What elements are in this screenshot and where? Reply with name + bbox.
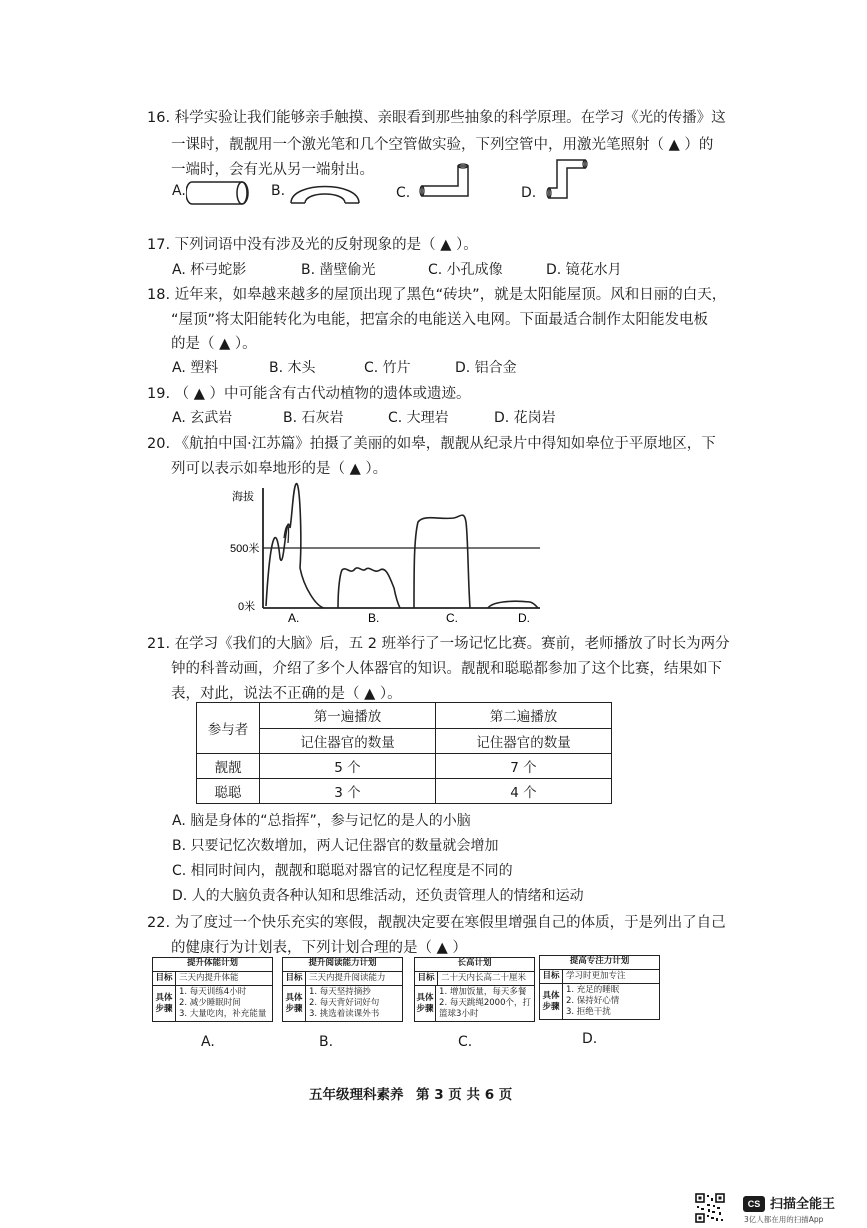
table-header-second: 第二遍播放	[436, 703, 612, 729]
chart-ylabel: 海拔	[232, 491, 254, 503]
table-cell-second: 4 个	[436, 779, 612, 804]
q18-line3: 的是（ ▲ ）。	[171, 336, 257, 352]
footer-grade: 五年级理科素养	[309, 1087, 404, 1103]
arched-tube-figure	[287, 175, 363, 207]
plan-label-b: B.	[319, 1034, 334, 1050]
q18-option-d: D. 铝合金	[455, 360, 517, 376]
z-bend-tube-figure	[545, 156, 601, 202]
q19-option-d: D. 花岗岩	[494, 410, 556, 426]
table-cell-first: 5 个	[260, 754, 436, 779]
plan-title: 长高计划	[415, 958, 534, 972]
q20-line1: 20. 《航拍中国·江苏篇》拍摄了美丽的如皋，靓靓从纪录片中得知如皋位于平原地区，下	[147, 436, 716, 452]
table-header-participant: 参与者	[197, 703, 260, 754]
watermark-subtitle: 3亿人都在用的扫描App	[744, 1215, 824, 1224]
q19-option-c: C. 大理岩	[388, 410, 449, 426]
watermark-brand: 扫描全能王	[770, 1197, 836, 1212]
q16-line1: 16. 科学实验让我们能够亲手触摸、亲眼看到那些抽象的科学原理。在学习《光的传播》这	[147, 110, 726, 126]
q16-line3: 一端时，会有光从另一端射出。	[171, 162, 374, 178]
q16-option-b: B.	[271, 183, 286, 199]
plan-step: 3. 大量吃肉，补充能量	[179, 1009, 267, 1019]
plan-card-a	[152, 957, 273, 1022]
chart-option-a: A.	[288, 611, 300, 625]
plan-title: 提高专注力计划	[540, 956, 659, 970]
q19-stem: 19. （ ▲ ）中可能含有古代动植物的遗体或遗迹。	[147, 386, 471, 402]
plan-goal-key: 目标	[153, 972, 176, 985]
q20-line2: 列可以表示如皋地形的是（ ▲ ）。	[171, 461, 388, 477]
q17-option-c: C. 小孔成像	[428, 262, 503, 278]
terrain-profile-diagram	[230, 478, 550, 626]
plan-step: 2. 减少睡眠时间	[179, 998, 241, 1008]
q17-option-d: D. 镜花水月	[546, 262, 622, 278]
plan-step: 3. 挑选着读课外书	[309, 1009, 380, 1019]
q21-line2: 钟的科普动画，介绍了多个人体器官的知识。靓靓和聪聪都参加了这个比赛，结果如下	[171, 661, 722, 677]
chart-mid-label: 500米	[230, 543, 260, 555]
plan-steps-key: 具体步骤	[415, 986, 436, 1021]
q21-line3: 表，对此，说法不正确的是（ ▲ ）。	[171, 686, 402, 702]
plan-step: 3. 拒绝干扰	[566, 1007, 611, 1017]
q16-line2: 一课时，靓靓用一个激光笔和几个空管做实验，下列空管中，用激光笔照射（ ▲ ）的	[171, 137, 714, 153]
plan-goal: 三天内提升阅读能力	[309, 973, 386, 983]
q22-line2: 的健康行为计划表，下列计划合理的是（ ▲ ）	[171, 940, 467, 956]
plan-label-d: D.	[582, 1031, 598, 1047]
q21-option-c: C. 相同时间内，靓靓和聪聪对器官的记忆程度是不同的	[172, 863, 513, 879]
plan-card-b	[282, 957, 403, 1022]
plan-goal-key: 目标	[283, 972, 306, 985]
plan-step: 篮球3小时	[439, 1009, 479, 1019]
table-cell-name: 聪聪	[197, 779, 260, 804]
chart-option-b: B.	[368, 611, 380, 625]
plan-goal-key: 目标	[540, 970, 563, 983]
plan-step: 1. 增加饭量，每天多餐	[439, 987, 527, 997]
plan-step: 2. 每天跳绳2000个，打	[439, 998, 531, 1008]
plan-goal: 学习时更加专注	[566, 971, 626, 981]
plan-steps-key: 具体步骤	[540, 984, 563, 1019]
chart-option-d: D.	[518, 611, 530, 625]
plan-label-a: A.	[201, 1034, 215, 1050]
q17-stem: 17. 下列词语中没有涉及光的反射现象的是（ ▲ ）。	[147, 237, 478, 253]
straight-tube-figure	[186, 178, 250, 206]
plan-goal: 二十天内长高二十厘米	[441, 973, 527, 983]
q19-option-b: B. 石灰岩	[283, 410, 344, 426]
q21-option-b: B. 只要记忆次数增加，两人记住器官的数量就会增加	[172, 838, 499, 854]
q18-line2: “屋顶”将太阳能转化为电能，把富余的电能送入电网。下面最适合制作太阳能发电板	[171, 312, 709, 328]
q18-option-c: C. 竹片	[364, 360, 411, 376]
chart-option-c: C.	[446, 611, 458, 625]
q17-option-a: A. 杯弓蛇影	[172, 262, 247, 278]
chart-zero-label: 0米	[238, 601, 256, 613]
q16-option-d: D.	[521, 185, 537, 201]
qr-code-icon	[695, 1193, 725, 1223]
q21-option-a: A. 脑是身体的“总指挥”，参与记忆的是人的小脑	[172, 813, 471, 829]
q18-line1: 18. 近年来，如皋越来越多的屋顶出现了黑色“砖块”，就是太阳能屋顶。风和日丽的白天，	[147, 287, 727, 303]
table-subheader-second: 记住器官的数量	[436, 728, 612, 754]
q16-option-c: C.	[396, 185, 411, 201]
table-cell-first: 3 个	[260, 779, 436, 804]
plan-step: 1. 每天坚持摘抄	[309, 987, 371, 997]
table-cell-name: 靓靓	[197, 754, 260, 779]
q19-option-a: A. 玄武岩	[172, 410, 233, 426]
plan-label-c: C.	[458, 1034, 473, 1050]
q17-option-b: B. 凿壁偷光	[301, 262, 376, 278]
plan-step: 2. 保持好心情	[566, 996, 620, 1006]
footer-page: 第 3 页 共 6 页	[416, 1087, 513, 1103]
plan-title: 提升体能计划	[153, 958, 272, 972]
plan-goal-key: 目标	[415, 972, 438, 985]
plan-step: 1. 充足的睡眠	[566, 985, 620, 995]
plan-card-d	[539, 955, 660, 1020]
plan-card-c	[414, 957, 535, 1022]
q22-line1: 22. 为了度过一个快乐充实的寒假，靓靓决定要在寒假里增强自己的体质，于是列出了自己	[147, 915, 726, 931]
table-header-first: 第一遍播放	[260, 703, 436, 729]
q18-option-b: B. 木头	[269, 360, 316, 376]
table-row	[197, 754, 612, 779]
q18-option-a: A. 塑料	[172, 360, 219, 376]
table-cell-second: 7 个	[436, 754, 612, 779]
q21-line1: 21. 在学习《我们的大脑》后，五 2 班举行了一场记忆比赛。赛前，老师播放了时长为两分	[147, 636, 730, 652]
plan-goal: 三天内提升体能	[179, 973, 239, 983]
table-subheader-first: 记住器官的数量	[260, 728, 436, 754]
q16-option-a: A.	[172, 183, 186, 199]
plan-title: 提升阅读能力计划	[283, 958, 402, 972]
plan-step: 1. 每天训练4小时	[179, 987, 247, 997]
plan-step: 2. 每天背好词好句	[309, 998, 380, 1008]
q21-option-d: D. 人的大脑负责各种认知和思维活动，还负责管理人的情绪和运动	[172, 888, 584, 904]
memory-results-table	[196, 702, 612, 804]
plan-steps-key: 具体步骤	[283, 986, 306, 1021]
l-bend-tube-figure	[418, 162, 474, 202]
plan-steps-key: 具体步骤	[153, 986, 176, 1021]
camscanner-logo-icon: CS	[743, 1196, 765, 1212]
table-row	[197, 779, 612, 804]
